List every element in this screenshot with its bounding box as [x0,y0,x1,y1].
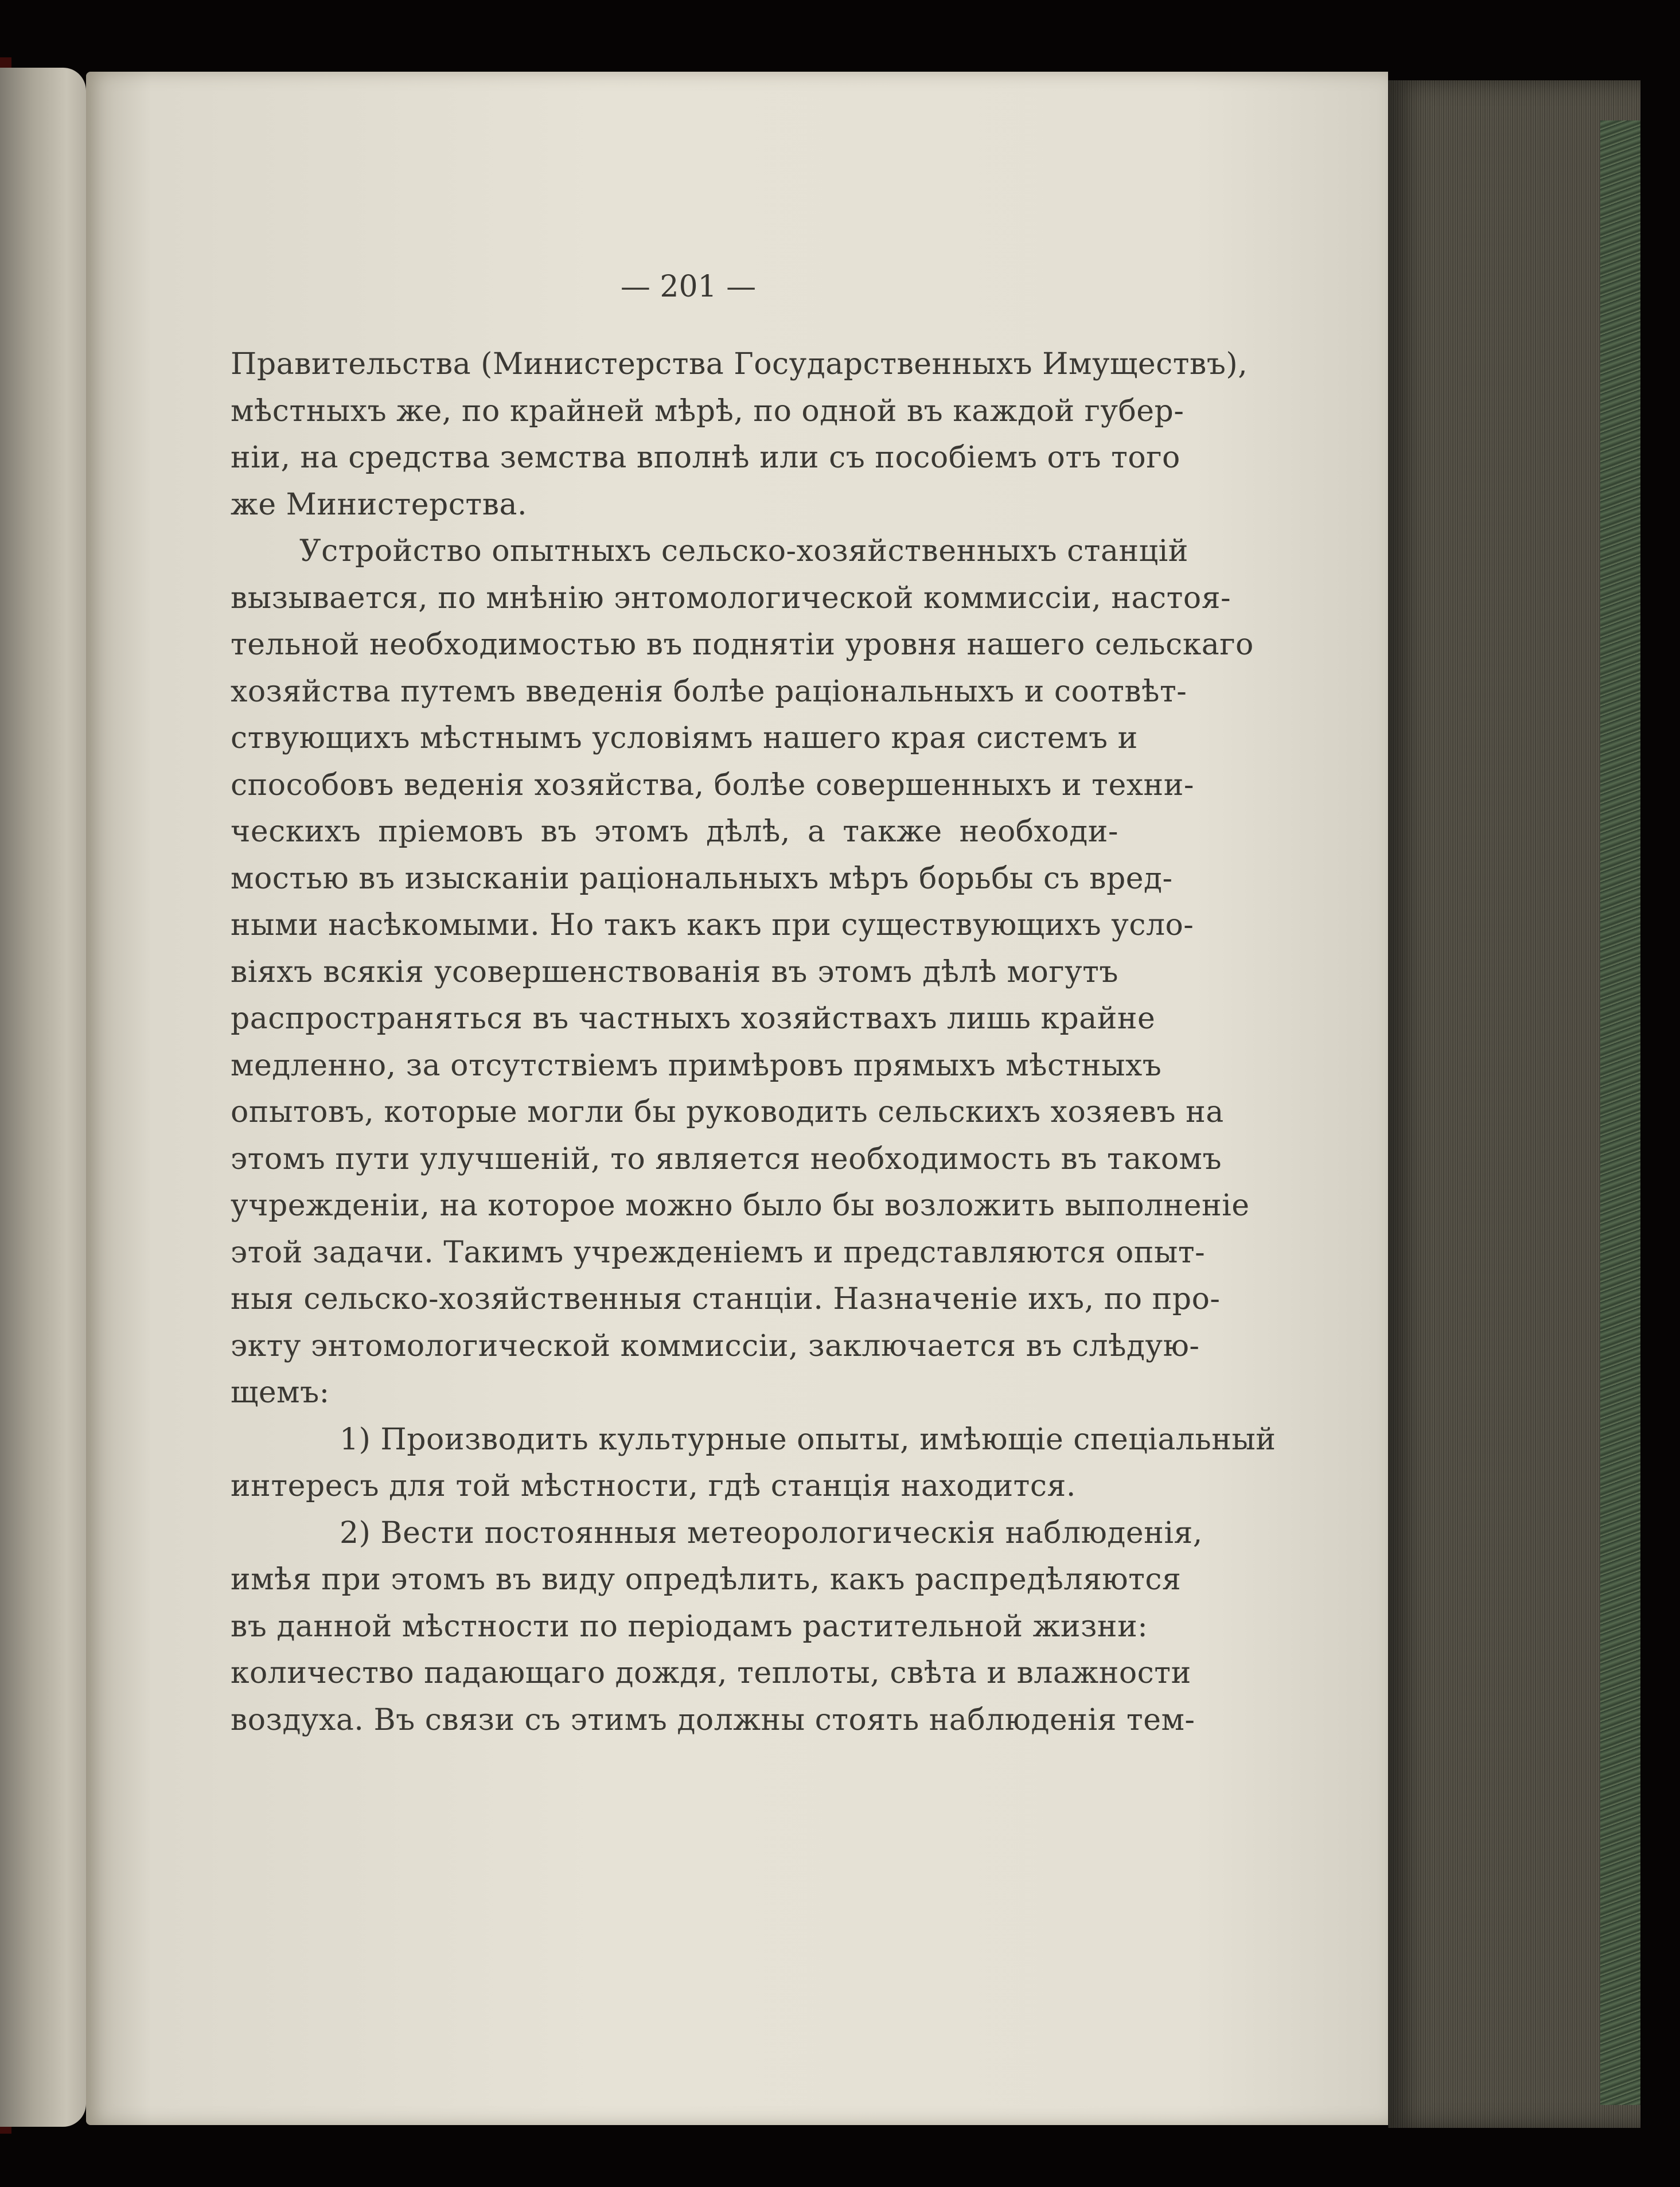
text-line: распространяться въ частныхъ хозяйствахъ лишь крайне [231,1001,1156,1036]
text-line: количество падающаго дождя, теплоты, свѣта и влажности [231,1656,1191,1690]
text-line: экту энтомологической коммиссіи, заключается въ слѣдую- [231,1328,1200,1363]
text-line: въ данной мѣстности по періодамъ растительной жизни: [231,1609,1148,1644]
text-line: Устройство опытныхъ сельско-хозяйственныхъ станцій [299,534,1188,568]
text-line: 2) Вести постоянныя метеорологическія наблюденія, [340,1515,1203,1550]
text-line: ческихъ пріемовъ въ этомъ дѣлѣ, а также необходи- [231,814,1118,849]
text-line: Правительства (Министерства Государственныхъ Имуществъ), [231,347,1248,381]
text-line: мостью въ изысканіи раціональныхъ мѣръ борьбы съ вред- [231,861,1173,896]
text-line: тельной необходимостью въ поднятіи уровня нашего сельскаго [231,627,1254,662]
text-line: же Министерства. [231,487,528,522]
text-line: имѣя при этомъ въ виду опредѣлить, какъ распредѣляются [231,1562,1182,1597]
text-line: этомъ пути улучшеній, то является необходимость въ такомъ [231,1141,1222,1176]
text-line: щемъ: [231,1375,330,1410]
text-line: вызывается, по мнѣнію энтомологической коммиссіи, настоя- [231,580,1231,615]
left-page-sliver [0,68,86,2127]
text-line: ными насѣкомыми. Но такъ какъ при существующихъ усло- [231,908,1194,942]
text-line: интересъ для той мѣстности, гдѣ станція находится. [231,1469,1076,1503]
book-cover-edge [1600,120,1640,2105]
text-line: мѣстныхъ же, по крайней мѣрѣ, по одной въ каждой губер- [231,393,1184,428]
text-line: ныя сельско-хозяйственныя станціи. Назначеніе ихъ, по про- [231,1282,1221,1316]
page-text [231,341,1276,1744]
page-number: — 201 — [620,270,757,304]
text-line: віяхъ всякія усовершенствованія въ этомъ дѣлѣ могутъ [231,954,1118,989]
text-line: хозяйства путемъ введенія болѣе раціональныхъ и соотвѣт- [231,674,1187,709]
text-line: ніи, на средства земства вполнѣ или съ пособіемъ отъ того [231,440,1180,475]
text-line: медленно, за отсутствіемъ примѣровъ прямыхъ мѣстныхъ [231,1048,1162,1083]
text-line: 1) Производить культурные опыты, имѣющіе спеціальный [340,1422,1276,1457]
text-line: этой задачи. Такимъ учрежденіемъ и представляются опыт- [231,1235,1206,1270]
text-line: способовъ веденія хозяйства, болѣе совершенныхъ и техни- [231,767,1194,802]
text-line: учрежденіи, на которое можно было бы возложить выполненіе [231,1188,1250,1223]
text-line: воздуха. Въ связи съ этимъ должны стоять наблюденія тем- [231,1702,1195,1737]
text-line: опытовъ, которые могли бы руководить сельскихъ хозяевъ на [231,1095,1224,1129]
text-line: ствующихъ мѣстнымъ условіямъ нашего края системъ и [231,721,1138,755]
